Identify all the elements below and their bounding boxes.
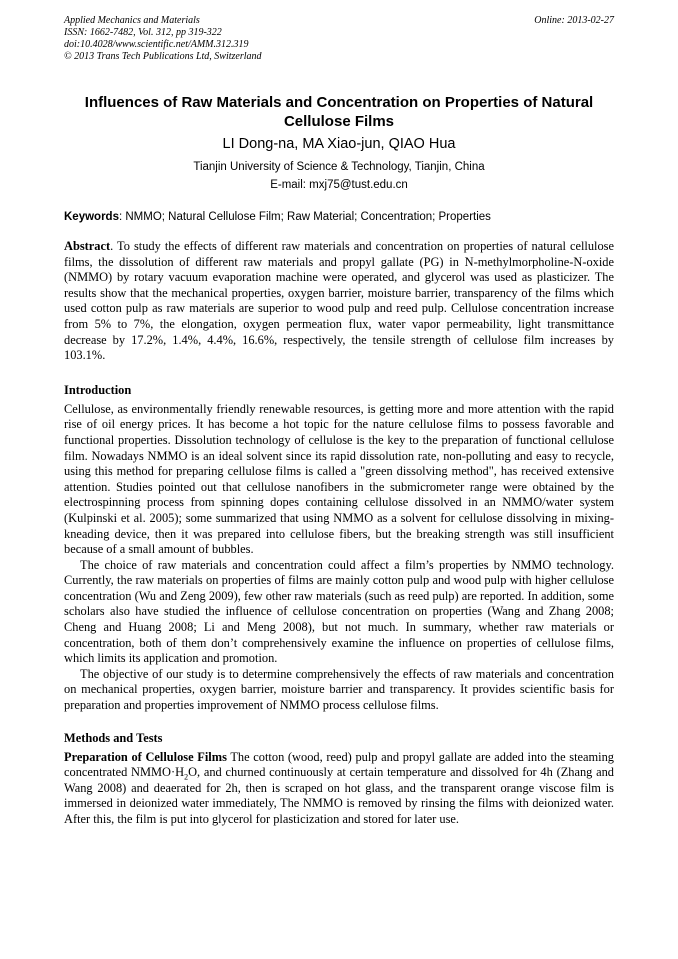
abstract xyxy=(64,239,614,364)
keywords-text: : NMMO; Natural Cellulose Film; Raw Material; Concentration; Properties xyxy=(118,211,491,223)
journal-name: Applied Mechanics and Materials xyxy=(64,15,200,26)
methods-subscript: 2 xyxy=(184,772,189,782)
introduction-paragraph-2: The choice of raw materials and concentration could affect a film’s properties by NMMO technology. Currently, the raw materials on properties of films are mainly cotton pulp and wood pulp with higher cellulose concentration (Wu and Zeng 2009), few other raw materials (such as reed pulp) are reported. In addition, some scholars also have studied the influence of cellulose concentration on properties (Wang and Zhang 2008; Cheng and Huang 2008; Li and Meng 2008), but not much. In summary, whether raw materials or concentration, both of them don’t comprehensively examine the influence on properties of cellulose films, which limits its application and promotion. xyxy=(64,557,614,666)
methods-text-a: The cotton (wood, reed) pulp and propyl gallate are added into the steaming concentrated NMMO·H xyxy=(64,749,614,780)
methods-paragraph xyxy=(64,750,614,828)
paper-title: Influences of Raw Materials and Concentration on Properties of Natural Cellulose Films xyxy=(84,94,594,130)
methods-subheading: Preparation of Cellulose Films xyxy=(64,749,227,764)
keywords xyxy=(64,211,614,223)
introduction-paragraph-3: The objective of our study is to determine comprehensively the effects of raw materials and concentration on mechanical properties, oxygen barrier, moisture barrier and transparency. It provides scientific basis for preparation and properties improvement of NMMO process cellulose films. xyxy=(64,666,614,713)
paper-page xyxy=(64,15,614,828)
journal-issn: ISSN: 1662-7482, Vol. 312, pp 319-322 xyxy=(64,27,222,38)
introduction-heading: Introduction xyxy=(64,382,132,397)
abstract-text: . To study the effects of different raw materials and concentration on properties of natural cellulose films, the dissolution of different raw materials and propyl gallate (PG) in N-methylmorpholine-N-oxide (NMMO) by rotary vacuum evaporation machine were operated, and glycerol was used as plasticizer. The results show that the mechanical properties, oxygen barrier, moisture barrier, transparency of the films which used cotton pulp as raw materials are superior to wood pulp and reed pulp. Cellulose concentration increase from 5% to 7%, the elongation, oxygen permeation flux, water vapor permeability, light transmittance decrease by 17.2%, 1.4%, 4.4%, 16.6%, respectively, the tensile strength of cellulose film increases by 103.1%. xyxy=(64,239,614,363)
journal-doi[interactable]: doi:10.4028/www.scientific.net/AMM.312.319 xyxy=(64,39,249,50)
introduction-paragraph-1: Cellulose, as environmentally friendly renewable resources, is getting more and more attention with the rapid rise of oil energy prices. It has become a hot topic for the nature cellulose films to possess favorable and functional properties. Dissolution technology of cellulose is the key to the preparation of functional cellulose film. Nowadays NMMO is an ideal solvent since its rapid dissolution rate, non-polluting and easy to recycle, using this method for preparing cellulose films is called a "green dissolving method", has received extensive attention. Studies pointed out that cellulose nanofibers in the submicrometer range were obtained by the electrospinning process from spinning dopes containing cellulose dissolved in an NMMO/water system (Kulpinski et al. 2005); some summarized that using NMMO as a solvent for cellulose dissolving in mixing-kneading device, then it was prepared into cellulose fibers, but the breaking strength was still insufficient because of a small amount of bubbles. xyxy=(64,401,614,557)
journal-copyright: © 2013 Trans Tech Publications Ltd, Switzerland xyxy=(64,51,262,62)
authors: LI Dong-na, MA Xiao-jun, QIAO Hua xyxy=(222,136,456,152)
online-date: Online: 2013-02-27 xyxy=(534,15,614,26)
methods-heading: Methods and Tests xyxy=(64,730,163,745)
keywords-label: Keywords xyxy=(64,211,119,223)
methods-text-b: O, and churned continuously at certain temperature and dissolved for 4h (Zhang and Wang 2008) and deaerated for 2h, then is scraped on hot glass, and the transparent orange viscose film is immersed in deionized water immediately, The NMMO is removed by rinsing the films with deionized water. After this, the film is put into glycerol for plasticization and stored for later use. xyxy=(64,765,614,826)
journal-header xyxy=(64,15,614,63)
abstract-label: Abstract xyxy=(64,239,111,253)
affiliation: Tianjin University of Science & Technology, Tianjin, China xyxy=(193,161,485,173)
email[interactable]: E-mail: mxj75@tust.edu.cn xyxy=(270,179,408,191)
